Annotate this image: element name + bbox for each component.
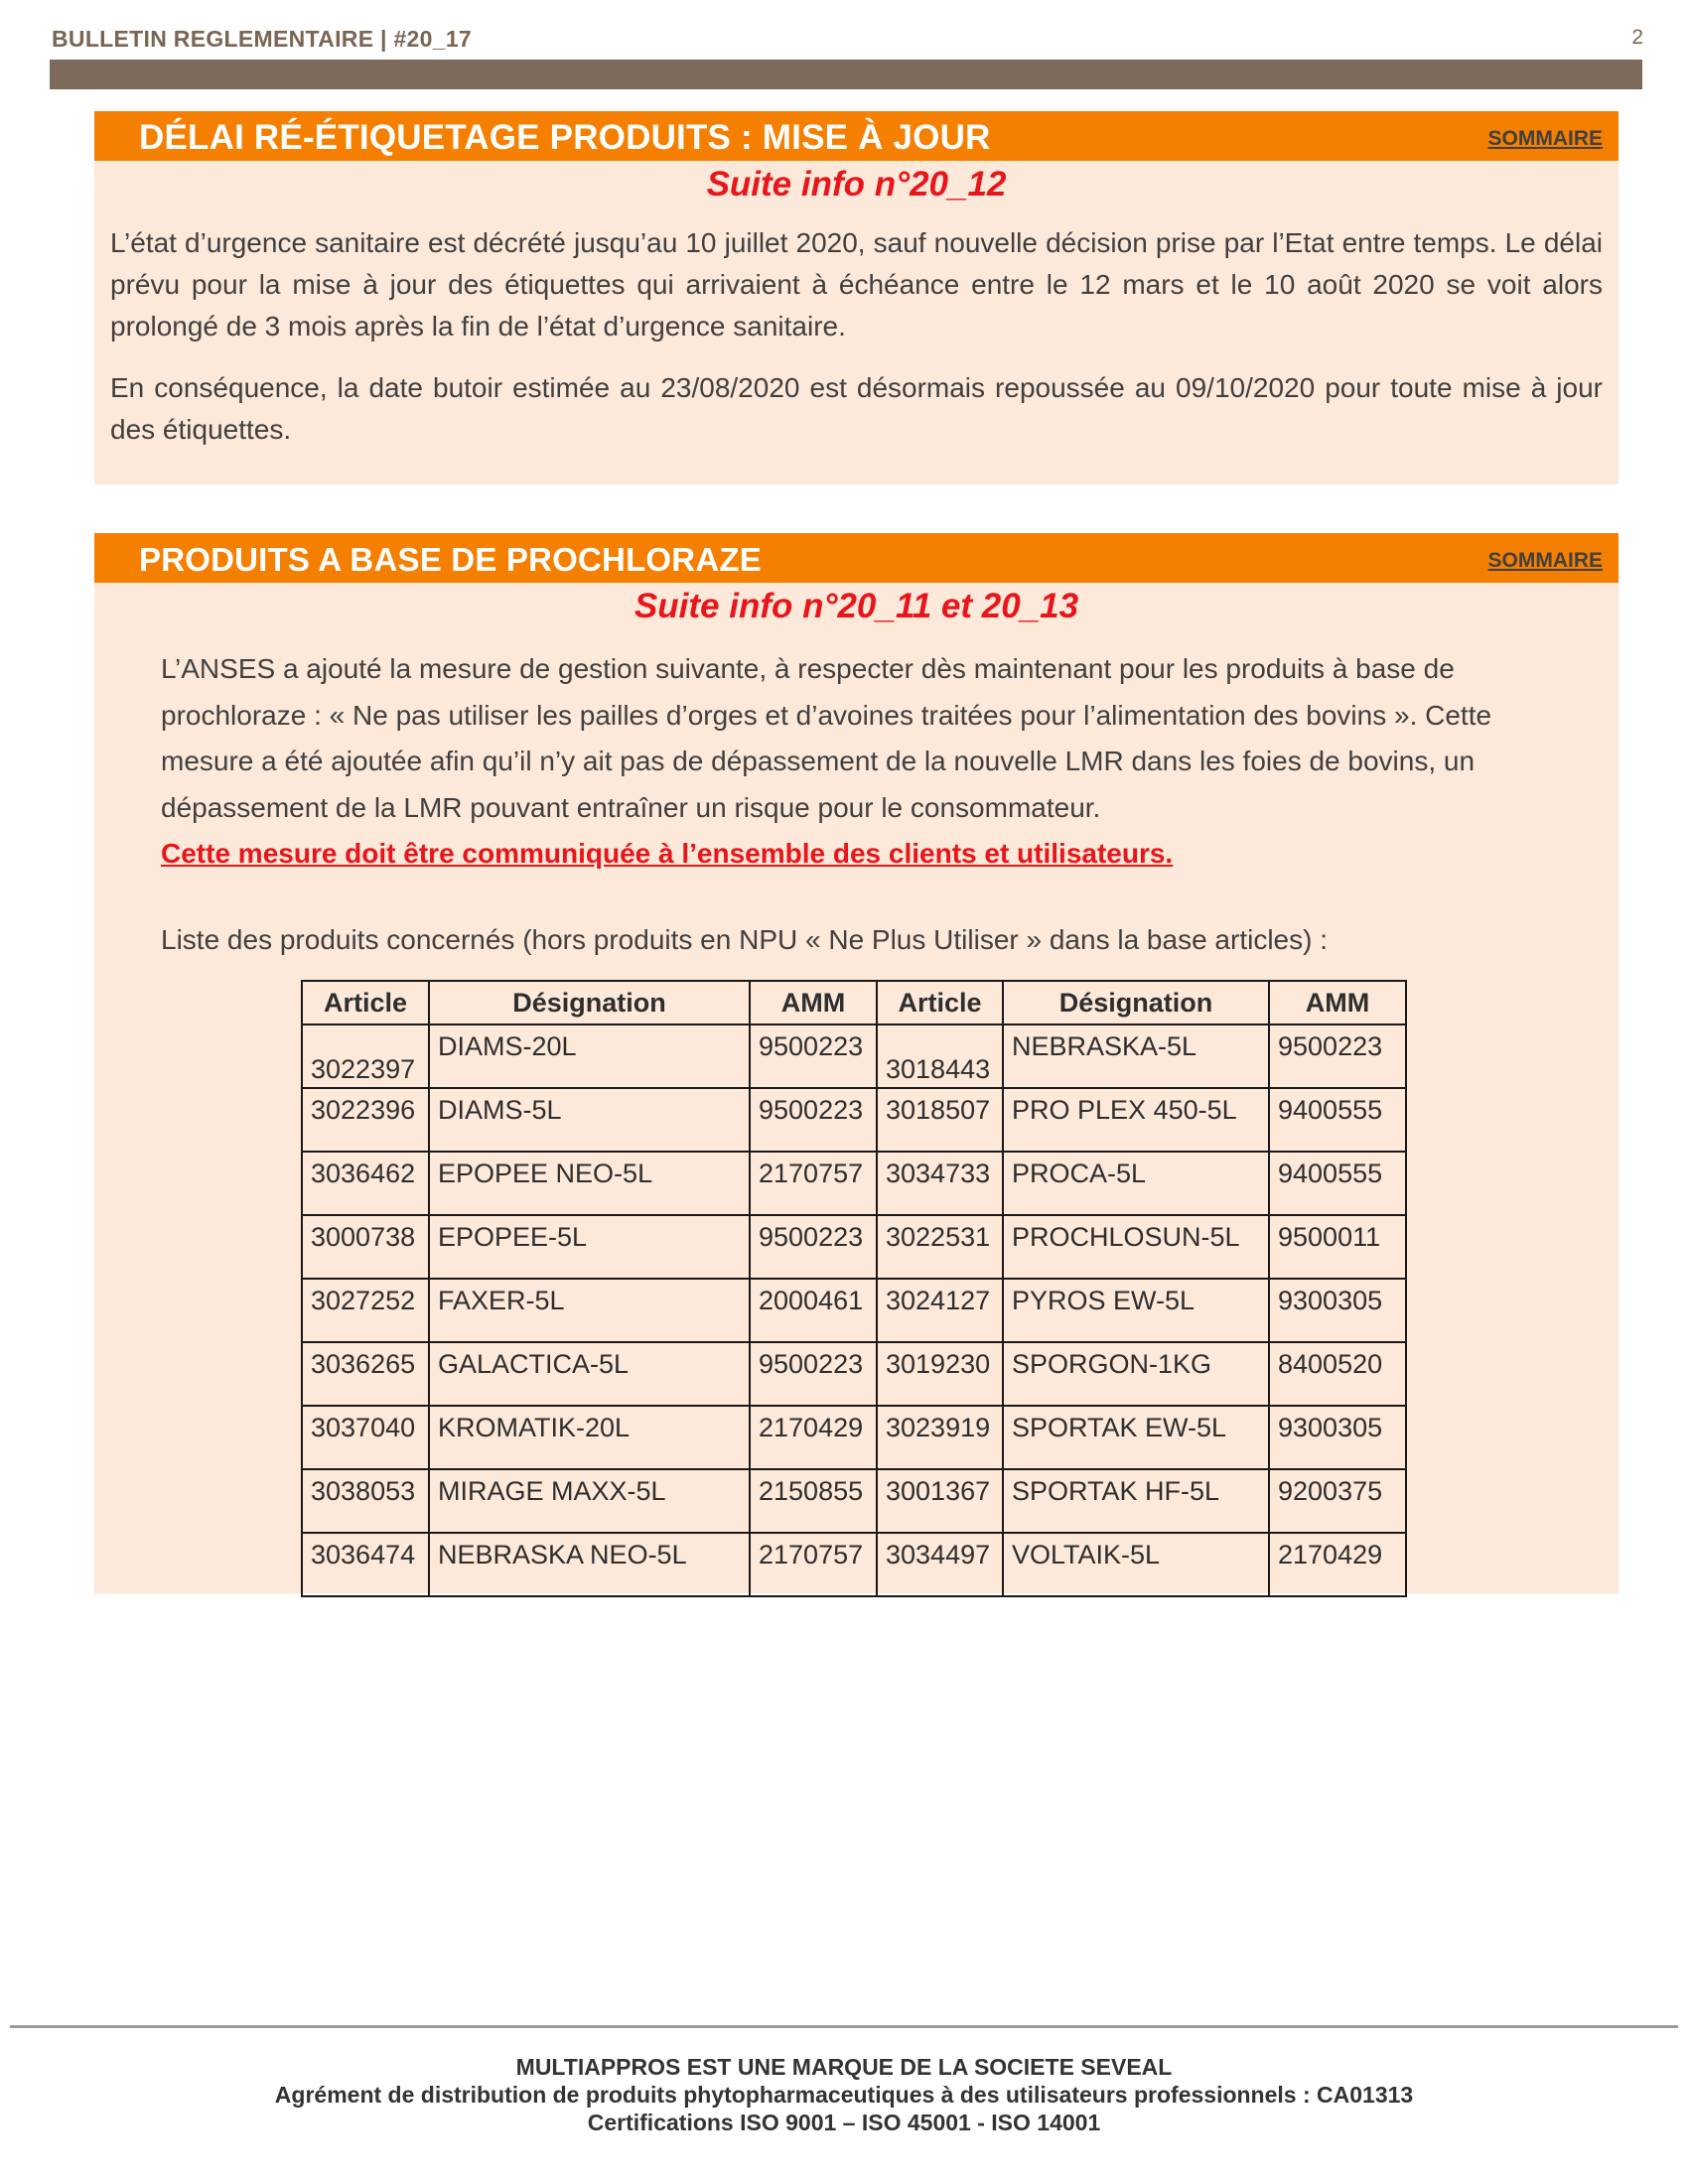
table-cell: 3036474	[302, 1533, 429, 1596]
table-cell: FAXER-5L	[429, 1279, 750, 1342]
table-cell: 2000461	[750, 1279, 877, 1342]
table-header-row	[302, 981, 1406, 1024]
column-header-amm: AMM	[750, 981, 877, 1024]
sommaire-link[interactable]: SOMMAIRE	[1487, 549, 1603, 572]
table-row	[302, 1342, 1406, 1406]
table-cell: NEBRASKA NEO-5L	[429, 1533, 750, 1596]
section-header	[94, 533, 1618, 583]
header-divider-bar	[50, 60, 1642, 89]
column-header-amm: AMM	[1269, 981, 1406, 1024]
table-cell: 3027252	[302, 1279, 429, 1342]
table-cell: 3023919	[877, 1406, 1003, 1469]
table-cell: 3022396	[302, 1088, 429, 1152]
table-cell: SPORGON-1KG	[1003, 1342, 1269, 1406]
footer-agreement-line: Agrément de distribution de produits phytopharmaceutiques à des utilisateurs professionnels : CA01313	[274, 2082, 1414, 2108]
table-cell: 9500223	[750, 1088, 877, 1152]
products-table	[301, 980, 1407, 1597]
table-cell: PYROS EW-5L	[1003, 1279, 1269, 1342]
table-cell: 3022397	[302, 1024, 429, 1088]
table-cell: PRO PLEX 450-5L	[1003, 1088, 1269, 1152]
table-cell: GALACTICA-5L	[429, 1342, 750, 1406]
table-cell: EPOPEE NEO-5L	[429, 1152, 750, 1215]
table-cell: 9400555	[1269, 1152, 1406, 1215]
table-cell: 2150855	[750, 1469, 877, 1533]
table-cell: 3034497	[877, 1533, 1003, 1596]
table-row	[302, 1279, 1406, 1342]
table-cell: DIAMS-20L	[429, 1024, 750, 1088]
table-row	[302, 1152, 1406, 1215]
page-number: 2	[1631, 26, 1643, 49]
bulletin-title: BULLETIN REGLEMENTAIRE | #20_17	[52, 26, 472, 52]
product-list-intro: Liste des produits concernés (hors produits en NPU « Ne Plus Utiliser » dans la base articles) :	[161, 923, 1328, 955]
table-cell: 3036462	[302, 1152, 429, 1215]
table-cell: 9500223	[750, 1215, 877, 1279]
table-cell: 9500223	[750, 1342, 877, 1406]
section-title: DÉLAI RÉ-ÉTIQUETAGE PRODUITS : MISE À JOUR	[139, 118, 991, 157]
table-cell: 9200375	[1269, 1469, 1406, 1533]
table-cell: MIRAGE MAXX-5L	[429, 1469, 750, 1533]
table-cell: 3024127	[877, 1279, 1003, 1342]
table-cell: PROCHLOSUN-5L	[1003, 1215, 1269, 1279]
table-cell: 2170429	[750, 1406, 877, 1469]
column-header-designation: Désignation	[1003, 981, 1269, 1024]
table-row	[302, 1088, 1406, 1152]
table-cell: 9400555	[1269, 1088, 1406, 1152]
section-subtitle: Suite info n°20_12	[706, 165, 1007, 204]
table-cell: DIAMS-5L	[429, 1088, 750, 1152]
footer-brand-line: MULTIAPPROS EST UNE MARQUE DE LA SOCIETE SEVEAL	[515, 2054, 1173, 2080]
table-cell: 9500011	[1269, 1215, 1406, 1279]
table-cell: 9500223	[1269, 1024, 1406, 1088]
paragraph-deadline: En conséquence, la date butoir estimée au 23/08/2020 est désormais repoussée au 09/10/2020 pour toute mise à jour des étiquettes.	[110, 372, 1603, 445]
table-cell: 3036265	[302, 1342, 429, 1406]
table-cell: 3022531	[877, 1215, 1003, 1279]
section-title: PRODUITS A BASE DE PROCHLORAZE	[139, 541, 762, 578]
table-row	[302, 1469, 1406, 1533]
table-cell: PROCA-5L	[1003, 1152, 1269, 1215]
table-row	[302, 1406, 1406, 1469]
table-cell: 3038053	[302, 1469, 429, 1533]
section-prochloraze-products	[94, 533, 1618, 1593]
table-cell: EPOPEE-5L	[429, 1215, 750, 1279]
paragraph-sanitary-emergency: L’état d’urgence sanitaire est décrété jusqu’au 10 juillet 2020, sauf nouvelle décision prise par l’Etat entre temps. Le délai prévu pour la mise à jour des étiquettes qui arrivaient à échéance entre le 12 mars et le 10 août 2020 se voit alors prolongé de 3 mois après la fin de l’état d’urgence sanitaire.	[110, 227, 1603, 341]
table-cell: NEBRASKA-5L	[1003, 1024, 1269, 1088]
table-cell: SPORTAK EW-5L	[1003, 1406, 1269, 1469]
section-relabeling-delay	[94, 111, 1618, 484]
table-cell: 3018443	[877, 1024, 1003, 1088]
table-row	[302, 1024, 1406, 1088]
page-footer	[0, 2053, 1688, 2136]
footer-certifications-line: Certifications ISO 9001 – ISO 45001 - ISO 14001	[587, 2110, 1101, 2135]
table-row	[302, 1215, 1406, 1279]
section-header	[94, 111, 1618, 161]
section-subtitle: Suite info n°20_11 et 20_13	[633, 587, 1079, 625]
anses-measure-text: L’ANSES a ajouté la mesure de gestion suivante, à respecter dès maintenant pour les produits à base de prochloraze : « Ne pas utiliser les pailles d’orges et d’avoines traitées pour l’alimentation des bovins ». Cette mesure a été ajoutée afin qu’il n’y ait pas de dépassement de la nouvelle LMR dans les foies de bovins, un dépassement de la LMR pouvant entraîner un risque pour le consommateur.	[161, 653, 1492, 823]
table-cell: VOLTAIK-5L	[1003, 1533, 1269, 1596]
sommaire-link[interactable]: SOMMAIRE	[1487, 127, 1603, 150]
table-cell: 3019230	[877, 1342, 1003, 1406]
table-cell: 3000738	[302, 1215, 429, 1279]
table-row	[302, 1533, 1406, 1596]
table-cell: SPORTAK HF-5L	[1003, 1469, 1269, 1533]
table-cell: 2170757	[750, 1533, 877, 1596]
table-cell: 3001367	[877, 1469, 1003, 1533]
table-cell: 2170429	[1269, 1533, 1406, 1596]
column-header-article: Article	[302, 981, 429, 1024]
table-cell: 3037040	[302, 1406, 429, 1469]
table-cell: 2170757	[750, 1152, 877, 1215]
table-cell: 9500223	[750, 1024, 877, 1088]
footer-divider	[10, 2025, 1678, 2028]
table-cell: 3034733	[877, 1152, 1003, 1215]
table-cell: KROMATIK-20L	[429, 1406, 750, 1469]
communication-notice: Cette mesure doit être communiquée à l’ensemble des clients et utilisateurs.	[161, 838, 1174, 869]
column-header-designation: Désignation	[429, 981, 750, 1024]
column-header-article: Article	[877, 981, 1003, 1024]
table-cell: 9300305	[1269, 1406, 1406, 1469]
paragraph-anses-measure	[161, 646, 1574, 878]
table-cell: 8400520	[1269, 1342, 1406, 1406]
table-cell: 3018507	[877, 1088, 1003, 1152]
table-cell: 9300305	[1269, 1279, 1406, 1342]
